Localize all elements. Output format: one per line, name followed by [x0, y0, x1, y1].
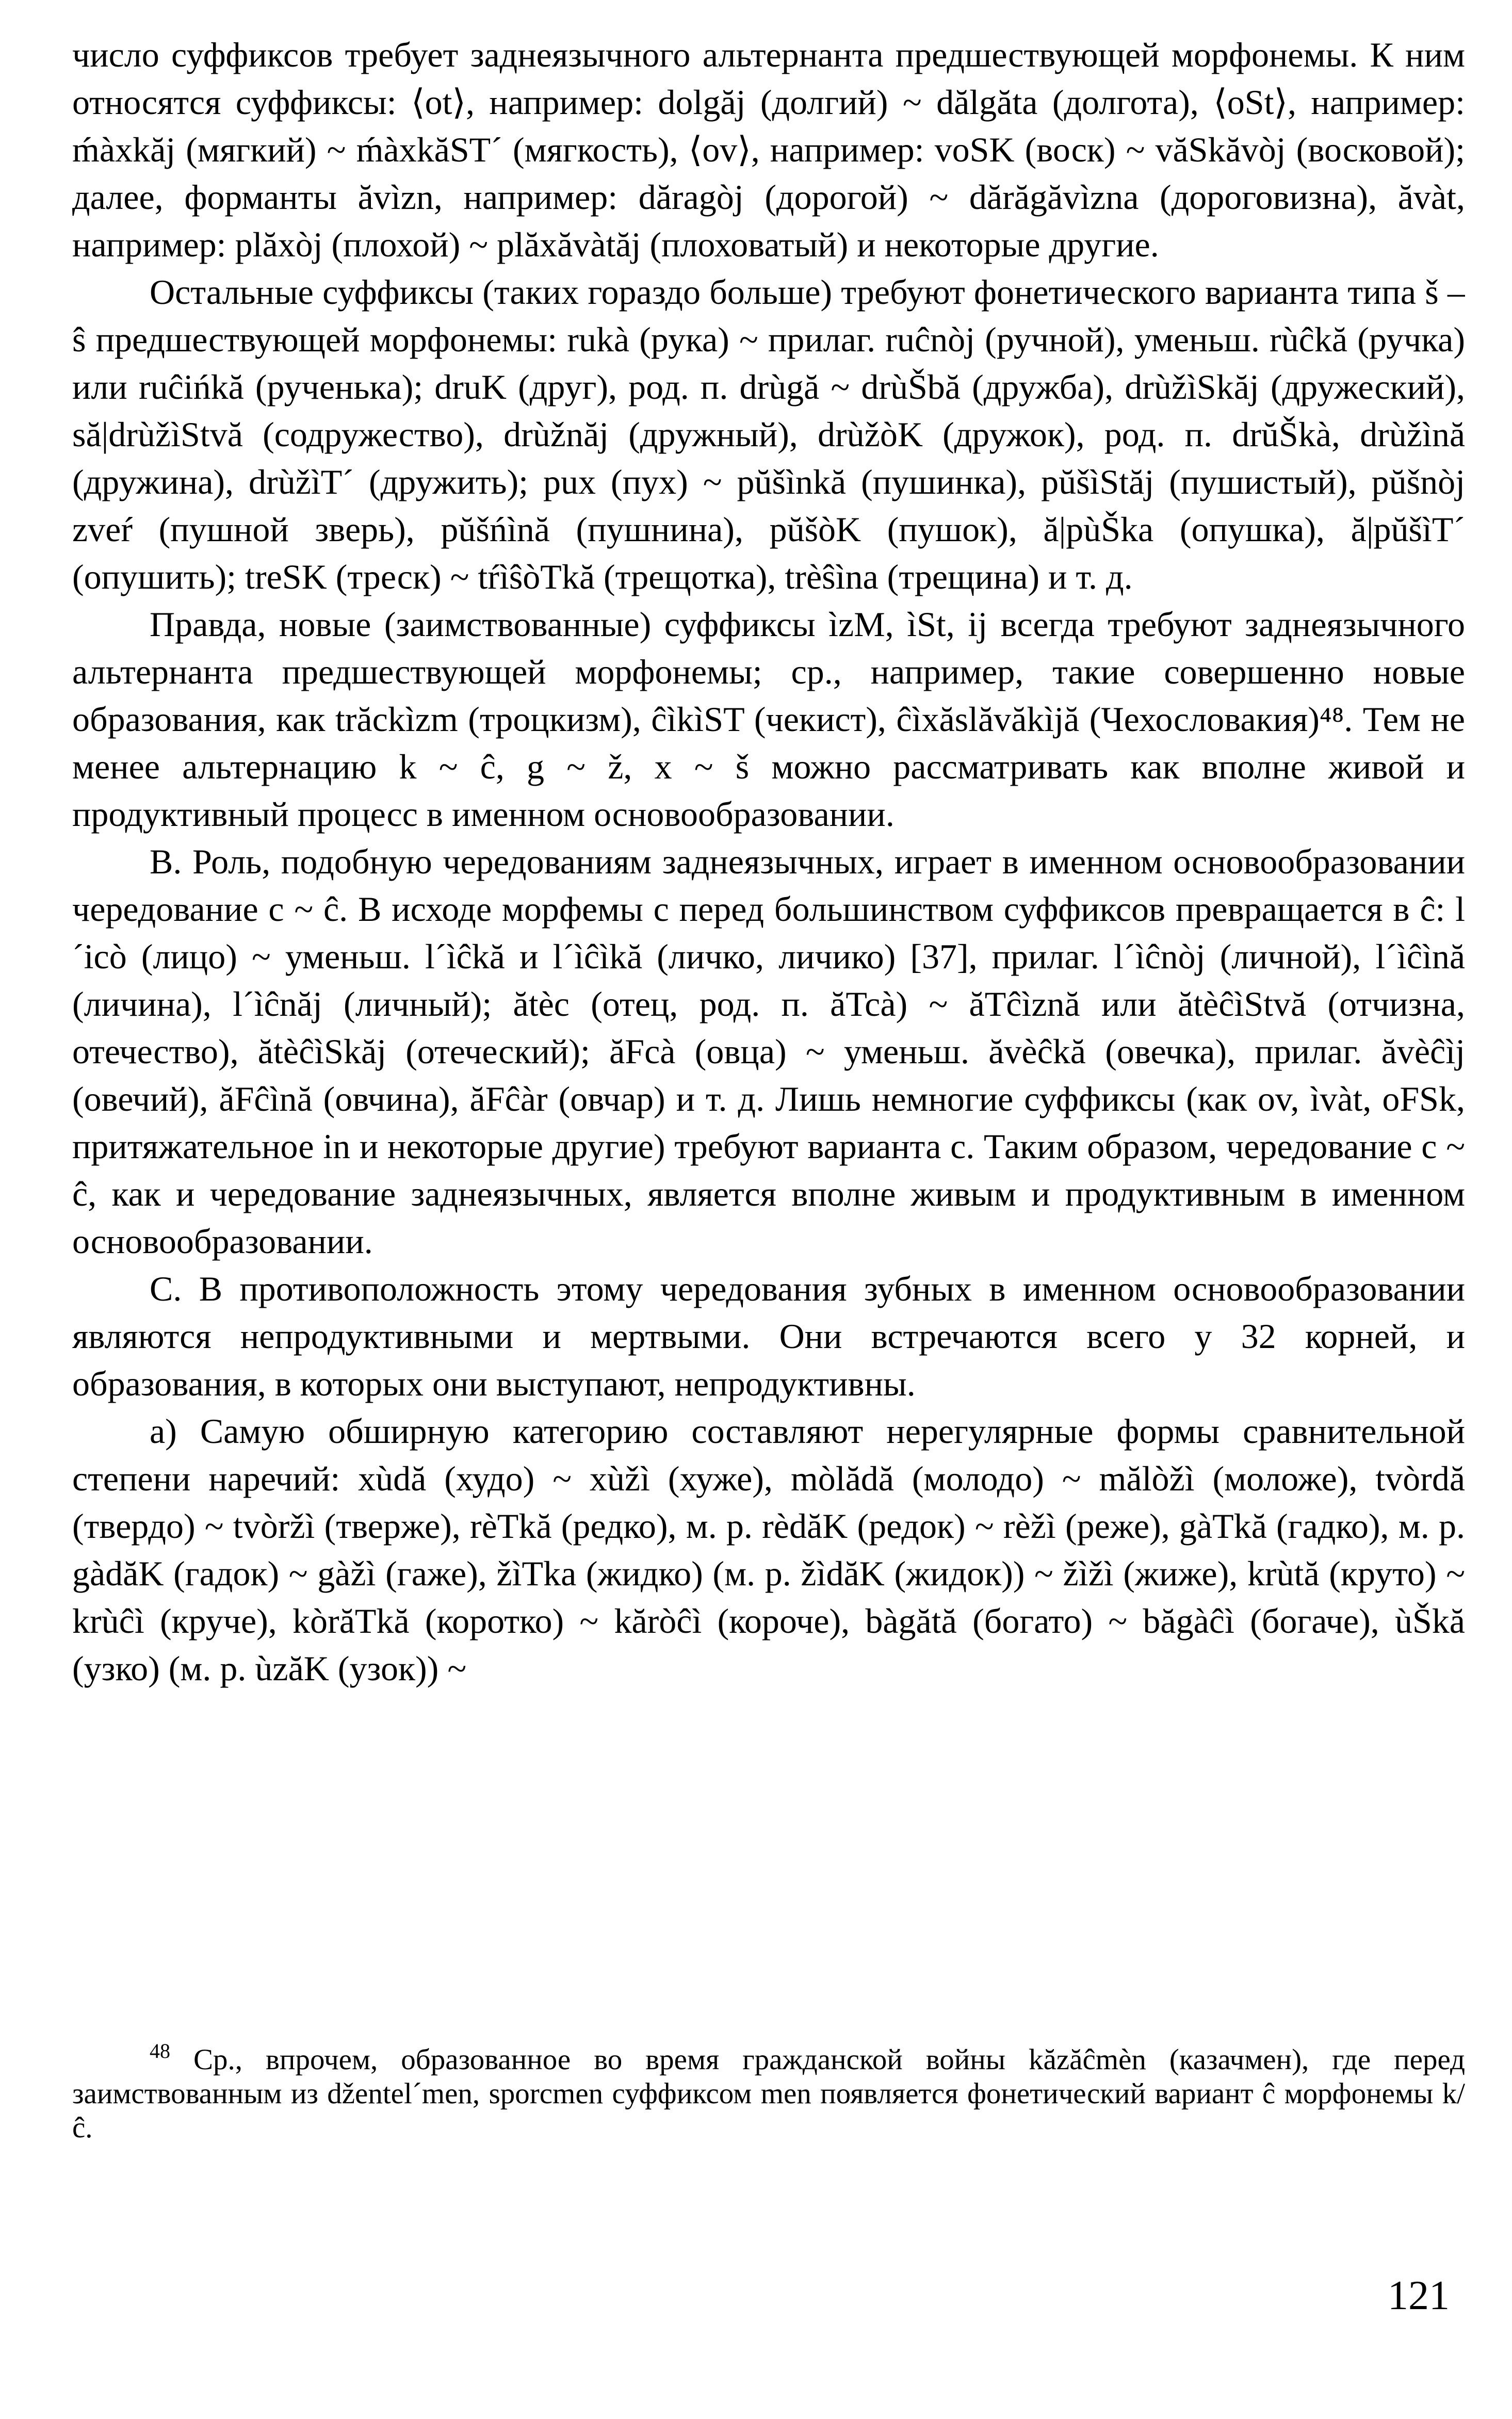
paragraph-2: Остальные суффиксы (таких гораздо больше) требуют фонетического варианта типа š – ŝ предшествующей морфонемы: rukà (рука) ~ прилаг. ruĉnòj (ручной), уменьш. rùĉkă (ручка) или ruĉińkă (рученька); druK (друг), род. п. drùgă ~ drùŠbă (дружба), drùžìSkăj (дружеский), să|drùžìStvă (содружество), drùžnăj (дружный), drùžòK (дружок), род. п. drŭŠkà, drùžìnă (дружина), drùžìT´ (дружить); pux (пух) ~ pŭšìnkă (пушинка), pŭšìStăj (пушистый), pŭšnòj zveŕ (пушной зверь), pŭšńìnă (пушнина), pŭšòK (пушок), ă|pùŠka (опушка), ă|pŭšìT´ (опушить); treSK (треск) ~ tŕìŝòTkă (трещотка), trèŝìna (трещина) и т. д.: [72, 272, 1465, 596]
main-text: [72, 31, 1465, 1692]
paragraph-4: B. Роль, подобную чередованиям заднеязычных, играет в именном основообразовании чередование c ~ ĉ. В исходе морфемы c перед большинством суффиксов превращается в ĉ: l´icò (лицо) ~ уменьш. l´ìĉkă и l´ìĉìkă (личко, личико) [37], прилаг. l´ìĉnòj (личной), l´ìĉìnă (личина), l´ìĉnăj (личный); ătèc (отец, род. п. ăTcà) ~ ăTĉìznă или ătèĉìStvă (отчизна, отечество), ătèĉìSkăj (отеческий); ăFcà (овца) ~ уменьш. ăvèĉkă (овечка), прилаг. ăvèĉìj (овечий), ăFĉìnă (овчина), ăFĉàr (овчар) и т. д. Лишь немногие суффиксы (как ov, ìvàt, oFSk, притяжательное in и некоторые другие) требуют варианта c. Таким образом, чередование c ~ ĉ, как и чередование заднеязычных, является вполне живым и продуктивным в именном основообразовании.: [72, 842, 1465, 1261]
page-number: 121: [1388, 2273, 1450, 2318]
paragraph-3: Правда, новые (заимствованные) суффиксы ìzM, ìSt, ij всегда требуют заднеязычного альтернанта предшествующей морфонемы; ср., например, такие совершенно новые образования, как trăckìzm (троцкизм), ĉìkìST (чекист), ĉìxăslăvăkìjă (Чехословакия)⁴⁸. Тем не менее альтернацию k ~ ĉ, g ~ ž, x ~ š можно рассматривать как вполне живой и продуктивный процесс в именном основообразовании.: [72, 605, 1465, 834]
footnote-number: 48: [150, 2039, 170, 2063]
paragraph-6: a) Самую обширную категорию составляют нерегулярные формы сравнительной степени наречий: xùdă (худо) ~ xùžì (хуже), mòlădă (молодо) ~ mălòžì (моложе), tvòrdă (твердо) ~ tvòržì (тверже), rèTkă (редко), м. р. rèdăK (редок) ~ rèžì (реже), gàTkă (гадко), м. р. gàdăK (гадок) ~ gàžì (гаже), žìTka (жидко) (м. р. žìdăK (жидок)) ~ žìžì (жиже), krùtă (круто) ~ krùĉì (круче), kòrăTkă (коротко) ~ kăròĉì (короче), bàgătă (богато) ~ băgàĉì (богаче), ùŠkă (узко) (м. р. ùzăK (узок)) ~: [72, 1411, 1465, 1688]
book-page: [72, 31, 1465, 2383]
paragraph-1: число суффиксов требует заднеязычного альтернанта предшествующей морфонемы. К ним относятся суффиксы: ⟨ot⟩, например: dolgăj (долгий) ~ dălgăta (долгота), ⟨oSt⟩, например: ḿàxkăj (мягкий) ~ ḿàxkăST´ (мягкость), ⟨ov⟩, например: voSK (воск) ~ văSkăvòj (восковой); далее, форманты ăvìzn, например: dăragòj (дорогой) ~ dărăgăvìzna (дороговизна), ăvàt, например: plăxòj (плохой) ~ plăxăvàtăj (плоховатый) и некоторые другие.: [72, 35, 1465, 264]
footnote-text: Ср., впрочем, образованное во время гражданской войны kăzăĉmèn (казачмен), где перед заимствованным из džentel´men, sporcmen суффиксом men появляется фонетический вариант ĉ морфонемы k/ĉ.: [72, 2043, 1465, 2144]
footnote: [72, 2039, 1465, 2145]
paragraph-5: C. В противоположность этому чередования зубных в именном основообразовании являются непродуктивными и мертвыми. Они встречаются всего у 32 корней, и образования, в которых они выступают, непродуктивны.: [72, 1269, 1465, 1403]
